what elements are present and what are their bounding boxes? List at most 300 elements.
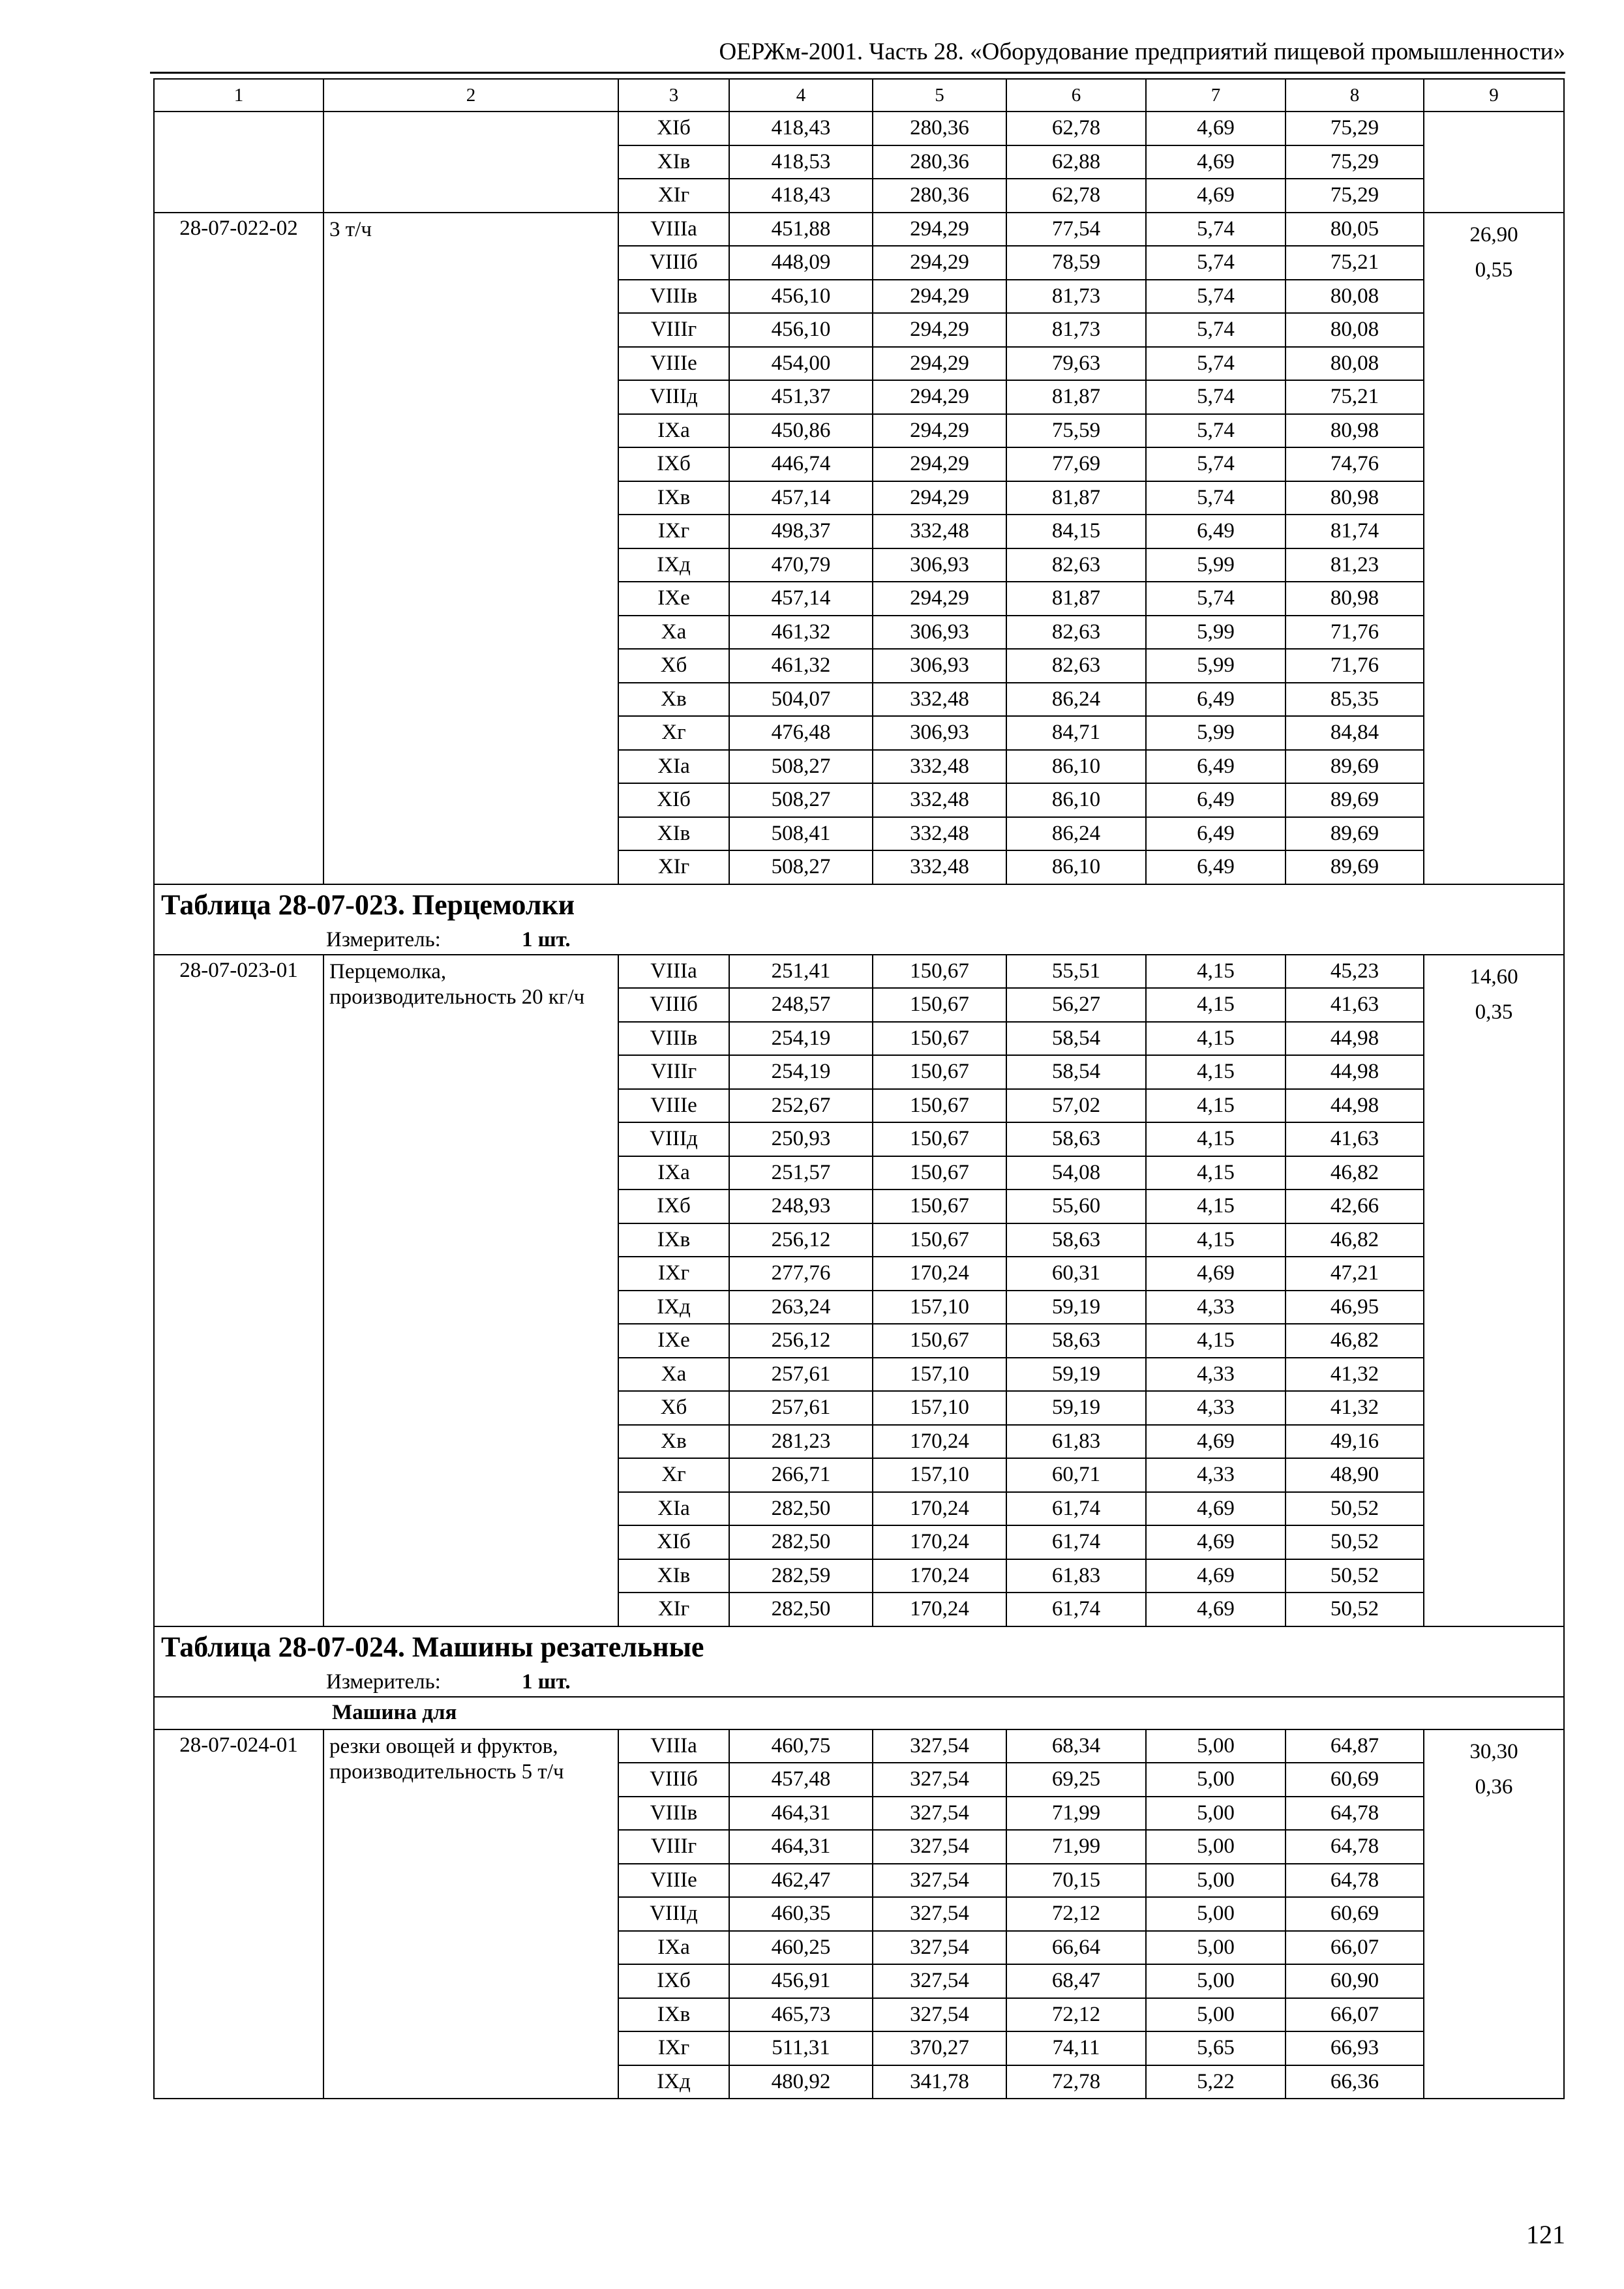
zone-cell: VIIIа — [618, 213, 729, 247]
total-cost-cell: 282,50 — [729, 1593, 873, 1626]
materials-cost-cell: 81,23 — [1286, 548, 1424, 582]
zone-cell: VIIIб — [618, 1763, 729, 1797]
materials-cost-cell: 81,74 — [1286, 515, 1424, 548]
meter-cell — [154, 926, 1564, 955]
labor-values — [1424, 955, 1564, 1626]
labor-values — [1424, 112, 1564, 213]
meter-cell — [154, 1668, 1564, 1697]
materials-cost-cell: 60,69 — [1286, 1763, 1424, 1797]
materials-cost-cell: 50,52 — [1286, 1593, 1424, 1626]
machine-cost-cell: 81,87 — [1006, 380, 1146, 414]
operator-wage-cell: 4,69 — [1146, 1492, 1286, 1526]
zone-cell: Xв — [618, 1425, 729, 1459]
materials-cost-cell: 75,29 — [1286, 145, 1424, 179]
zone-cell: VIIIг — [618, 313, 729, 347]
price-table — [153, 78, 1565, 2099]
zone-cell: IXе — [618, 582, 729, 616]
table-body — [154, 79, 1564, 2099]
materials-cost-cell: 50,52 — [1286, 1559, 1424, 1593]
total-cost-cell: 454,00 — [729, 347, 873, 381]
column-number: 1 — [154, 79, 323, 112]
machine-cost-cell: 58,54 — [1006, 1022, 1146, 1056]
total-cost-cell: 450,86 — [729, 414, 873, 448]
labor-cost-cell: 294,29 — [873, 280, 1006, 314]
machine-cost-cell: 82,63 — [1006, 548, 1146, 582]
total-cost-cell: 511,31 — [729, 2031, 873, 2065]
labor-cost-cell: 332,48 — [873, 783, 1006, 817]
total-cost-cell: 252,67 — [729, 1089, 873, 1123]
zone-cell: IXд — [618, 1291, 729, 1324]
materials-cost-cell: 71,76 — [1286, 649, 1424, 683]
labor-cost-cell: 332,48 — [873, 817, 1006, 851]
machine-cost-cell: 58,63 — [1006, 1223, 1146, 1257]
zone-cell: Xа — [618, 1358, 729, 1392]
labor-cost-cell: 157,10 — [873, 1358, 1006, 1392]
labor-cost-cell: 157,10 — [873, 1291, 1006, 1324]
operator-wage-cell: 4,33 — [1146, 1391, 1286, 1425]
materials-cost-cell: 84,84 — [1286, 716, 1424, 750]
total-cost-cell: 448,09 — [729, 246, 873, 280]
zone-cell: IXд — [618, 548, 729, 582]
labor-cost-cell: 150,67 — [873, 1324, 1006, 1358]
zone-cell: XIг — [618, 850, 729, 884]
labor-values — [1424, 213, 1564, 884]
machine-cost-cell: 71,99 — [1006, 1830, 1146, 1864]
column-number-row — [154, 79, 1564, 112]
labor-cost-cell: 294,29 — [873, 481, 1006, 515]
materials-cost-cell: 46,82 — [1286, 1223, 1424, 1257]
labor-cost-cell: 327,54 — [873, 1797, 1006, 1831]
operator-wage-cell: 5,74 — [1146, 380, 1286, 414]
page-number: 121 — [1526, 2220, 1565, 2249]
zone-cell: XIг — [618, 179, 729, 213]
zone-cell: VIIIе — [618, 1864, 729, 1898]
machine-cost-cell: 61,74 — [1006, 1492, 1146, 1526]
machine-cost-cell: 68,47 — [1006, 1964, 1146, 1998]
labor-cost-cell: 280,36 — [873, 179, 1006, 213]
materials-cost-cell: 64,78 — [1286, 1830, 1424, 1864]
total-cost-cell: 456,91 — [729, 1964, 873, 1998]
column-number: 5 — [873, 79, 1006, 112]
operator-wage-cell: 5,74 — [1146, 313, 1286, 347]
operator-wage-cell: 4,33 — [1146, 1458, 1286, 1492]
total-cost-cell: 470,79 — [729, 548, 873, 582]
machine-cost-cell: 78,59 — [1006, 246, 1146, 280]
total-cost-cell: 461,32 — [729, 616, 873, 650]
machine-cost-cell: 84,71 — [1006, 716, 1146, 750]
table-title-row — [154, 884, 1564, 926]
total-cost-cell: 254,19 — [729, 1022, 873, 1056]
machine-cost-cell: 81,73 — [1006, 280, 1146, 314]
zone-cell: VIIIд — [618, 380, 729, 414]
machine-cost-cell: 61,83 — [1006, 1559, 1146, 1593]
operator-wage-cell: 5,00 — [1146, 1964, 1286, 1998]
zone-cell: IXб — [618, 1189, 729, 1223]
operator-wage-cell: 4,69 — [1146, 1425, 1286, 1459]
column-number: 7 — [1146, 79, 1286, 112]
meter-row — [154, 1668, 1564, 1697]
materials-cost-cell: 80,08 — [1286, 313, 1424, 347]
machine-cost-cell: 61,74 — [1006, 1593, 1146, 1626]
materials-cost-cell: 50,52 — [1286, 1492, 1424, 1526]
materials-cost-cell: 71,76 — [1286, 616, 1424, 650]
operator-wage-cell: 5,00 — [1146, 1897, 1286, 1931]
operator-wage-cell: 5,00 — [1146, 1864, 1286, 1898]
zone-cell: Xа — [618, 616, 729, 650]
operator-wage-cell: 4,15 — [1146, 1223, 1286, 1257]
table-row — [154, 213, 1564, 247]
machine-cost-cell: 59,19 — [1006, 1291, 1146, 1324]
labor-cost-cell: 170,24 — [873, 1257, 1006, 1291]
total-cost-cell: 257,61 — [729, 1391, 873, 1425]
total-cost-cell: 462,47 — [729, 1864, 873, 1898]
machine-cost-cell: 79,63 — [1006, 347, 1146, 381]
machine-cost-cell: 62,78 — [1006, 112, 1146, 145]
labor-cost-cell: 150,67 — [873, 988, 1006, 1022]
total-cost-cell: 456,10 — [729, 313, 873, 347]
labor-value: 30,30 — [1469, 1739, 1518, 1763]
machine-cost-cell: 86,10 — [1006, 850, 1146, 884]
machine-cost-cell: 66,64 — [1006, 1931, 1146, 1965]
labor-cost-cell: 294,29 — [873, 582, 1006, 616]
total-cost-cell: 266,71 — [729, 1458, 873, 1492]
machine-cost-cell: 69,25 — [1006, 1763, 1146, 1797]
machine-cost-cell: 72,78 — [1006, 2065, 1146, 2099]
operator-wage-cell: 4,15 — [1146, 1055, 1286, 1089]
total-cost-cell: 457,14 — [729, 582, 873, 616]
materials-cost-cell: 41,32 — [1286, 1391, 1424, 1425]
machine-cost-cell: 58,54 — [1006, 1055, 1146, 1089]
operator-wage-cell: 5,00 — [1146, 1830, 1286, 1864]
machine-cost-cell: 62,78 — [1006, 179, 1146, 213]
operator-wage-cell: 5,00 — [1146, 1931, 1286, 1965]
machine-cost-cell: 82,63 — [1006, 616, 1146, 650]
materials-cost-cell: 48,90 — [1286, 1458, 1424, 1492]
labor-cost-cell: 150,67 — [873, 955, 1006, 989]
machine-cost-cell: 61,83 — [1006, 1425, 1146, 1459]
labor-values — [1424, 1729, 1564, 2099]
operator-wage-cell: 4,69 — [1146, 1257, 1286, 1291]
machine-cost-cell: 77,54 — [1006, 213, 1146, 247]
materials-cost-cell: 89,69 — [1286, 817, 1424, 851]
labor-cost-cell: 157,10 — [873, 1391, 1006, 1425]
total-cost-cell: 418,53 — [729, 145, 873, 179]
running-header: ОЕРЖм-2001. Часть 28. «Оборудование предприятий пищевой промышленности» — [719, 38, 1565, 65]
total-cost-cell: 250,93 — [729, 1122, 873, 1156]
total-cost-cell: 446,74 — [729, 447, 873, 481]
operator-wage-cell: 5,00 — [1146, 1998, 1286, 2032]
total-cost-cell: 498,37 — [729, 515, 873, 548]
labor-cost-cell: 294,29 — [873, 380, 1006, 414]
labor-cost-cell: 327,54 — [873, 1964, 1006, 1998]
machine-cost-cell: 81,87 — [1006, 582, 1146, 616]
zone-cell: IXв — [618, 481, 729, 515]
machine-cost-cell: 74,11 — [1006, 2031, 1146, 2065]
materials-cost-cell: 44,98 — [1286, 1055, 1424, 1089]
labor-cost-cell: 327,54 — [873, 1864, 1006, 1898]
labor-cost-cell: 327,54 — [873, 1897, 1006, 1931]
zone-cell: VIIIг — [618, 1055, 729, 1089]
labor-cost-cell: 306,93 — [873, 616, 1006, 650]
machine-cost-cell: 57,02 — [1006, 1089, 1146, 1123]
materials-cost-cell: 66,07 — [1286, 1931, 1424, 1965]
machine-cost-cell: 86,24 — [1006, 817, 1146, 851]
total-cost-cell: 457,14 — [729, 481, 873, 515]
total-cost-cell: 508,41 — [729, 817, 873, 851]
operator-wage-cell: 6,49 — [1146, 515, 1286, 548]
group-header: Машина для — [154, 1697, 1564, 1729]
operator-wage-cell: 4,15 — [1146, 1122, 1286, 1156]
materials-cost-cell: 64,78 — [1286, 1797, 1424, 1831]
operator-wage-cell: 4,69 — [1146, 112, 1286, 145]
operator-wage-cell: 5,99 — [1146, 716, 1286, 750]
position-name: 3 т/ч — [323, 213, 618, 884]
operator-wage-cell: 4,15 — [1146, 955, 1286, 989]
machine-cost-cell: 82,63 — [1006, 649, 1146, 683]
position-code — [154, 112, 323, 213]
operator-wage-cell: 4,15 — [1146, 1022, 1286, 1056]
labor-cost-cell: 327,54 — [873, 1729, 1006, 1763]
zone-cell: IXд — [618, 2065, 729, 2099]
materials-cost-cell: 66,36 — [1286, 2065, 1424, 2099]
materials-cost-cell: 74,76 — [1286, 447, 1424, 481]
labor-cost-cell: 150,67 — [873, 1089, 1006, 1123]
operator-wage-cell: 5,74 — [1146, 447, 1286, 481]
operator-wage-cell: 4,69 — [1146, 1525, 1286, 1559]
labor-cost-cell: 294,29 — [873, 313, 1006, 347]
labor-cost-cell: 332,48 — [873, 515, 1006, 548]
operator-wage-cell: 5,74 — [1146, 347, 1286, 381]
materials-cost-cell: 75,21 — [1286, 380, 1424, 414]
operator-wage-cell: 5,00 — [1146, 1763, 1286, 1797]
materials-cost-cell: 60,69 — [1286, 1897, 1424, 1931]
table-row — [154, 112, 1564, 145]
position-name: Перцемолка, производительность 20 кг/ч — [323, 955, 618, 1626]
position-code: 28-07-023-01 — [154, 955, 323, 1626]
table-title: Таблица 28-07-024. Машины резательные — [154, 1626, 1564, 1668]
operator-wage-cell: 5,74 — [1146, 582, 1286, 616]
total-cost-cell: 460,75 — [729, 1729, 873, 1763]
machine-cost-cell: 56,27 — [1006, 988, 1146, 1022]
zone-cell: IXг — [618, 2031, 729, 2065]
labor-cost-cell: 170,24 — [873, 1492, 1006, 1526]
meter-unit: 1 шт. — [522, 1669, 571, 1694]
zone-cell: VIIIа — [618, 955, 729, 989]
labor-cost-cell: 150,67 — [873, 1122, 1006, 1156]
labor-value: 26,90 — [1469, 222, 1518, 247]
zone-cell: IXб — [618, 1964, 729, 1998]
total-cost-cell: 480,92 — [729, 2065, 873, 2099]
operator-wage-cell: 5,00 — [1146, 1797, 1286, 1831]
materials-cost-cell: 80,05 — [1286, 213, 1424, 247]
total-cost-cell: 476,48 — [729, 716, 873, 750]
zone-cell: VIIIв — [618, 280, 729, 314]
machine-cost-cell: 84,15 — [1006, 515, 1146, 548]
labor-cost-cell: 332,48 — [873, 850, 1006, 884]
labor-cost-cell: 294,29 — [873, 246, 1006, 280]
zone-cell: VIIIв — [618, 1797, 729, 1831]
total-cost-cell: 282,50 — [729, 1525, 873, 1559]
zone-cell: VIIIд — [618, 1122, 729, 1156]
operator-wage-cell: 6,49 — [1146, 750, 1286, 784]
position-code: 28-07-022-02 — [154, 213, 323, 884]
operator-wage-cell: 4,33 — [1146, 1358, 1286, 1392]
materials-cost-cell: 75,29 — [1286, 179, 1424, 213]
zone-cell: IXе — [618, 1324, 729, 1358]
total-cost-cell: 256,12 — [729, 1324, 873, 1358]
zone-cell: IXг — [618, 515, 729, 548]
total-cost-cell: 418,43 — [729, 112, 873, 145]
zone-cell: IXг — [618, 1257, 729, 1291]
table-title: Таблица 28-07-023. Перцемолки — [154, 884, 1564, 926]
total-cost-cell: 508,27 — [729, 850, 873, 884]
machine-cost-cell: 54,08 — [1006, 1156, 1146, 1190]
labor-cost-cell: 170,24 — [873, 1525, 1006, 1559]
labor-cost-cell: 170,24 — [873, 1559, 1006, 1593]
operator-wage-cell: 5,74 — [1146, 481, 1286, 515]
machine-cost-cell: 81,73 — [1006, 313, 1146, 347]
labor-cost-cell: 332,48 — [873, 750, 1006, 784]
labor-cost-cell: 306,93 — [873, 548, 1006, 582]
machine-cost-cell: 71,99 — [1006, 1797, 1146, 1831]
operator-wage-cell: 5,99 — [1146, 548, 1286, 582]
operator-wage-cell: 4,15 — [1146, 1156, 1286, 1190]
zone-cell: VIIIе — [618, 347, 729, 381]
zone-cell: Xг — [618, 1458, 729, 1492]
machine-cost-cell: 72,12 — [1006, 1897, 1146, 1931]
materials-cost-cell: 66,93 — [1286, 2031, 1424, 2065]
total-cost-cell: 461,32 — [729, 649, 873, 683]
machine-cost-cell: 60,71 — [1006, 1458, 1146, 1492]
machine-cost-cell: 55,51 — [1006, 955, 1146, 989]
column-number: 3 — [618, 79, 729, 112]
meter-row — [154, 926, 1564, 955]
labor-cost-cell: 306,93 — [873, 716, 1006, 750]
total-cost-cell: 418,43 — [729, 179, 873, 213]
zone-cell: XIб — [618, 112, 729, 145]
materials-cost-cell: 41,63 — [1286, 988, 1424, 1022]
total-cost-cell: 456,10 — [729, 280, 873, 314]
labor-cost-cell: 327,54 — [873, 1998, 1006, 2032]
zone-cell: XIб — [618, 1525, 729, 1559]
labor-cost-cell: 327,54 — [873, 1931, 1006, 1965]
zone-cell: IXа — [618, 1156, 729, 1190]
materials-cost-cell: 80,98 — [1286, 414, 1424, 448]
position-name: резки овощей и фруктов, производительность 5 т/ч — [323, 1729, 618, 2099]
total-cost-cell: 254,19 — [729, 1055, 873, 1089]
zone-cell: IXа — [618, 414, 729, 448]
column-number: 8 — [1286, 79, 1424, 112]
total-cost-cell: 251,57 — [729, 1156, 873, 1190]
operator-wage-cell: 5,99 — [1146, 616, 1286, 650]
operator-wage-cell: 4,69 — [1146, 179, 1286, 213]
materials-cost-cell: 44,98 — [1286, 1022, 1424, 1056]
zone-cell: Xг — [618, 716, 729, 750]
materials-cost-cell: 60,90 — [1286, 1964, 1424, 1998]
materials-cost-cell: 66,07 — [1286, 1998, 1424, 2032]
zone-cell: Xв — [618, 683, 729, 717]
machine-cost-cell: 59,19 — [1006, 1358, 1146, 1392]
labor-cost-cell: 150,67 — [873, 1189, 1006, 1223]
materials-cost-cell: 44,98 — [1286, 1089, 1424, 1123]
column-number: 4 — [729, 79, 873, 112]
total-cost-cell: 457,48 — [729, 1763, 873, 1797]
materials-cost-cell: 45,23 — [1286, 955, 1424, 989]
zone-cell: XIв — [618, 145, 729, 179]
machine-cost-cell: 59,19 — [1006, 1391, 1146, 1425]
total-cost-cell: 464,31 — [729, 1830, 873, 1864]
zone-cell: XIв — [618, 817, 729, 851]
operator-wage-cell: 4,15 — [1146, 988, 1286, 1022]
materials-cost-cell: 75,21 — [1286, 246, 1424, 280]
operator-wage-cell: 4,69 — [1146, 1559, 1286, 1593]
machine-cost-cell: 68,34 — [1006, 1729, 1146, 1763]
total-cost-cell: 256,12 — [729, 1223, 873, 1257]
total-cost-cell: 263,24 — [729, 1291, 873, 1324]
operator-wage-cell: 5,99 — [1146, 649, 1286, 683]
labor-cost-cell: 150,67 — [873, 1022, 1006, 1056]
operator-wage-cell: 5,22 — [1146, 2065, 1286, 2099]
operator-wage-cell: 4,15 — [1146, 1324, 1286, 1358]
materials-cost-cell: 41,63 — [1286, 1122, 1424, 1156]
labor-cost-cell: 150,67 — [873, 1156, 1006, 1190]
total-cost-cell: 251,41 — [729, 955, 873, 989]
labor-cost-cell: 294,29 — [873, 447, 1006, 481]
column-number: 9 — [1424, 79, 1564, 112]
operator-wage-cell: 6,49 — [1146, 783, 1286, 817]
table-row — [154, 955, 1564, 989]
zone-cell: XIб — [618, 783, 729, 817]
machine-cost-cell: 58,63 — [1006, 1122, 1146, 1156]
labor-cost-cell: 327,54 — [873, 1763, 1006, 1797]
machine-cost-cell: 58,63 — [1006, 1324, 1146, 1358]
materials-cost-cell: 75,29 — [1286, 112, 1424, 145]
labor-value: 0,55 — [1475, 258, 1513, 282]
zone-cell: VIIIг — [618, 1830, 729, 1864]
operator-wage-cell: 6,49 — [1146, 850, 1286, 884]
zone-cell: IXв — [618, 1223, 729, 1257]
materials-cost-cell: 46,95 — [1286, 1291, 1424, 1324]
total-cost-cell: 451,37 — [729, 380, 873, 414]
materials-cost-cell: 64,87 — [1286, 1729, 1424, 1763]
total-cost-cell: 451,88 — [729, 213, 873, 247]
operator-wage-cell: 5,74 — [1146, 280, 1286, 314]
labor-cost-cell: 370,27 — [873, 2031, 1006, 2065]
machine-cost-cell: 86,10 — [1006, 783, 1146, 817]
zone-cell: XIа — [618, 1492, 729, 1526]
labor-cost-cell: 294,29 — [873, 347, 1006, 381]
materials-cost-cell: 80,98 — [1286, 481, 1424, 515]
zone-cell: IXа — [618, 1931, 729, 1965]
materials-cost-cell: 64,78 — [1286, 1864, 1424, 1898]
materials-cost-cell: 49,16 — [1286, 1425, 1424, 1459]
labor-value: 0,35 — [1475, 1000, 1513, 1024]
meter-label: Измеритель: — [326, 927, 441, 951]
labor-cost-cell: 306,93 — [873, 649, 1006, 683]
operator-wage-cell: 5,74 — [1146, 213, 1286, 247]
total-cost-cell: 257,61 — [729, 1358, 873, 1392]
zone-cell: XIа — [618, 750, 729, 784]
machine-cost-cell: 81,87 — [1006, 481, 1146, 515]
materials-cost-cell: 85,35 — [1286, 683, 1424, 717]
labor-cost-cell: 157,10 — [873, 1458, 1006, 1492]
machine-cost-cell: 62,88 — [1006, 145, 1146, 179]
total-cost-cell: 504,07 — [729, 683, 873, 717]
position-code: 28-07-024-01 — [154, 1729, 323, 2099]
total-cost-cell: 282,50 — [729, 1492, 873, 1526]
materials-cost-cell: 46,82 — [1286, 1324, 1424, 1358]
meter-unit: 1 шт. — [522, 927, 571, 951]
